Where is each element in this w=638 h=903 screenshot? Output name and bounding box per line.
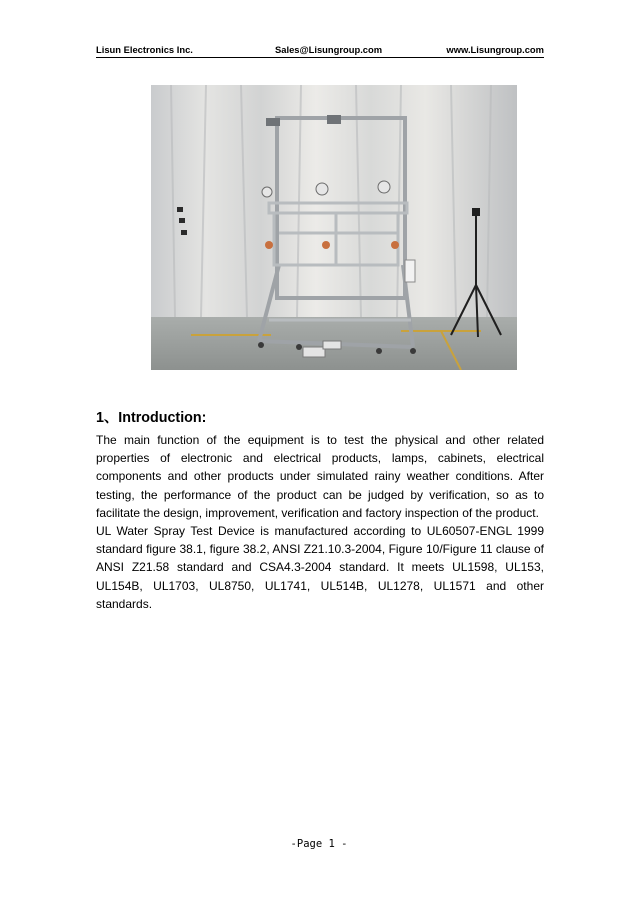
header-company: Lisun Electronics Inc. — [96, 44, 193, 55]
header-email: Sales@Lisungroup.com — [275, 44, 383, 55]
intro-paragraph-2: UL Water Spray Test Device is manufactured according to UL60507-ENGL 1999 standard figure 38.1, figure 38.2, ANSI Z21.10.3-2004, Figure 10/Figure 11 clause of ANSI Z21.58 standard and CSA4.3-2004 standard. It meets UL1598, UL153, UL154B, UL1703, UL8750, UL1741, UL514B, UL1278, UL1571 and other standards. — [96, 524, 544, 611]
header-website: www.Lisungroup.com — [446, 44, 544, 55]
page-header — [96, 43, 544, 58]
section-title: 1、Introduction: — [96, 410, 207, 426]
product-photo — [151, 85, 517, 370]
page-number: -Page 1 - — [290, 838, 348, 850]
intro-paragraph-1: The main function of the equipment is to test the physical and other related properties of electronic and electrical products, lamps, cabinets, electrical components and other products under simulated rainy weather conditions. After testing, the performance of the product can be judged by verification, so as to facilitate the design, improvement, verification and factory inspection of the product. — [96, 433, 544, 520]
water-spray-test-device-image — [151, 85, 517, 370]
introduction-section — [96, 409, 544, 613]
